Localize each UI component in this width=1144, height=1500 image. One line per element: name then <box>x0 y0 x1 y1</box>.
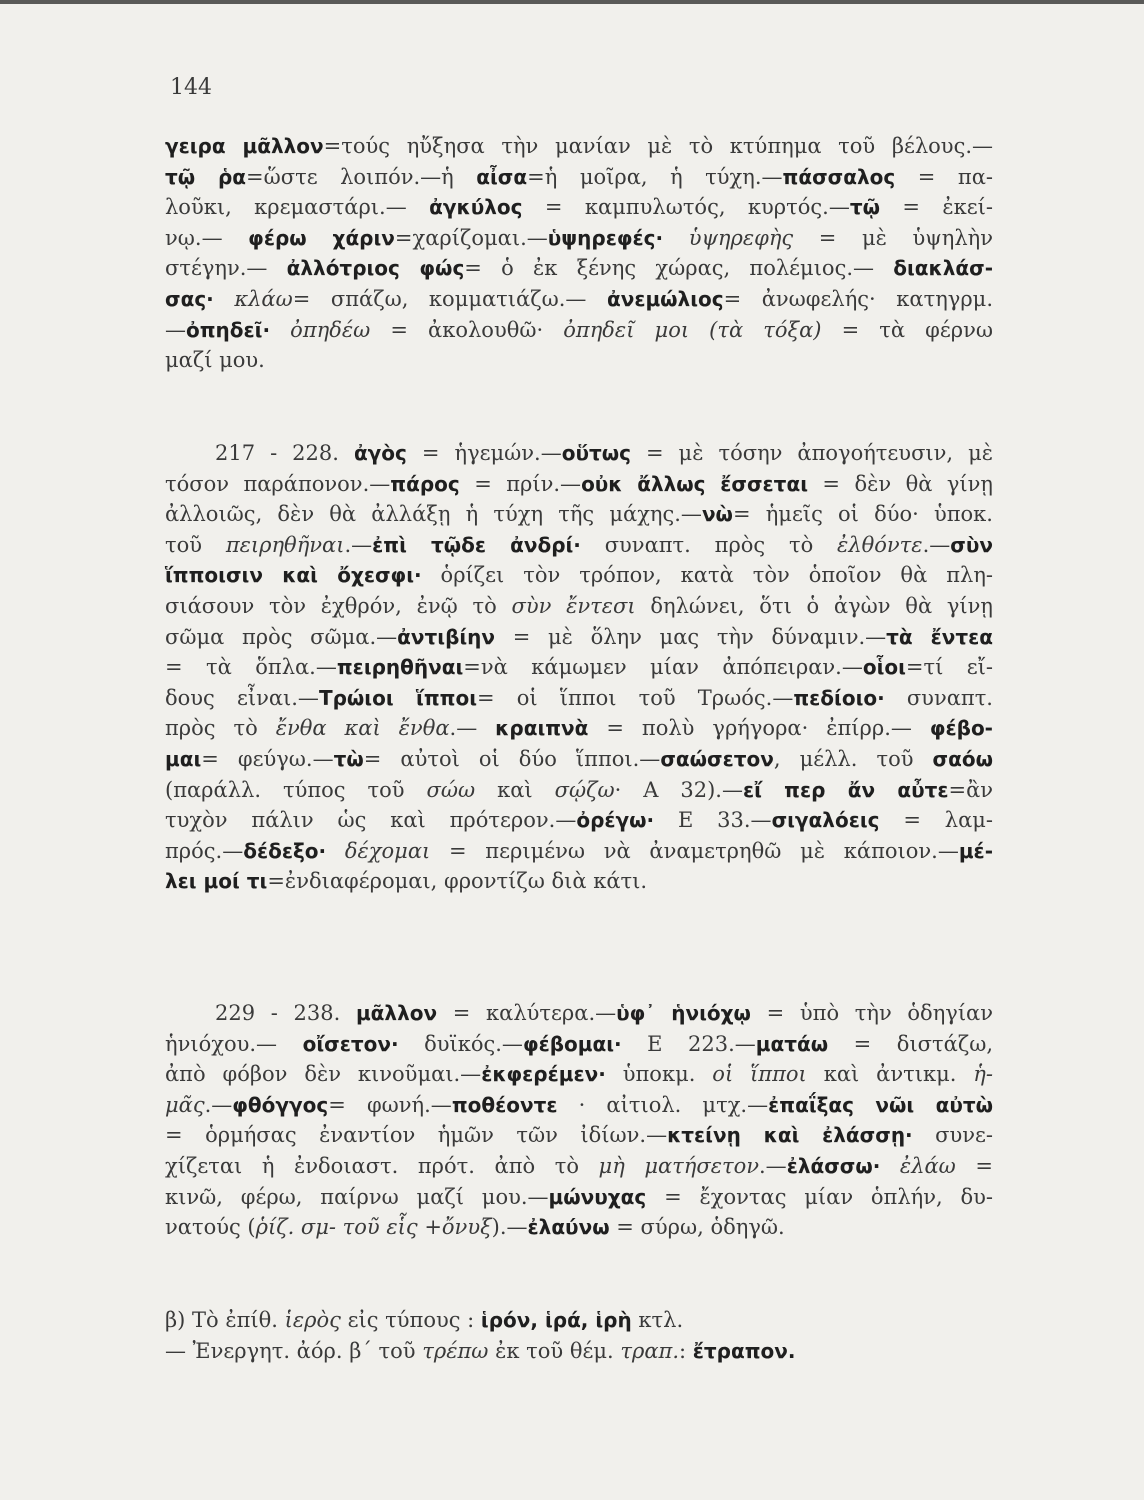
text-line <box>165 744 993 775</box>
gloss-text: = ὁ ἐκ ξένης χώρας, πολέμιος.— <box>464 256 894 281</box>
gloss-text: ὁρίζει τὸν τρόπον, κατὰ τὸν ὁποῖον θὰ πλη- <box>421 563 993 588</box>
lemma-term: ἀγὸς <box>353 441 407 465</box>
text-line <box>165 253 993 284</box>
italic-term: σὺν ἔντεσι <box>511 593 636 618</box>
gloss-text: = περιμένω νὰ ἀναμετρηθῶ μὲ κάποιον.— <box>430 838 959 863</box>
lemma-term: οὐκ ἄλλως ἔσσεται <box>581 471 808 496</box>
lemma-term: σας· <box>165 286 214 311</box>
gloss-text: λοῦκι, κρεμαστάρι.— <box>165 195 430 220</box>
lemma-term: διακλάσ- <box>893 256 993 281</box>
lemma-term: ὑψηρεφές· <box>547 225 664 250</box>
gloss-text: = σπάζω, κομματιάζω.— <box>292 286 607 311</box>
paragraph-commentary-1 <box>165 131 993 376</box>
gloss-text: = οἱ ἵπποι τοῦ Τρωός.— <box>477 685 794 710</box>
gloss-text: καὶ <box>475 777 555 802</box>
gloss-text: ὑποκμ. <box>605 1062 713 1087</box>
gloss-text: = πολὺ γρήγορα· ἐπίρρ.— <box>588 716 930 741</box>
gloss-text: .— <box>449 716 496 741</box>
text-line <box>165 998 993 1029</box>
lemma-term: τῷ ῥα <box>165 164 247 189</box>
italic-term: ἡ- <box>973 1062 993 1087</box>
gloss-text <box>270 318 290 342</box>
lemma-term: ἐλάσσω· <box>786 1153 881 1178</box>
lemma-term: ὑφ᾽ ἡνιόχῳ <box>616 1001 751 1025</box>
lemma-term: μαι <box>165 746 202 771</box>
gloss-text: .— <box>759 1153 787 1178</box>
lemma-term: πάσσαλος <box>782 164 896 189</box>
gloss-text: = λαμ- <box>879 808 994 833</box>
italic-term: πειρηθῆναι <box>225 532 345 557</box>
text-line <box>165 469 993 500</box>
lemma-term: τὰ ἔντεα <box>886 624 993 649</box>
lemma-term: οἷοι <box>862 655 906 680</box>
gloss-text: .— <box>922 532 951 557</box>
gloss-text: 229 - 238. <box>215 1001 356 1025</box>
lemma-term: δέδεξο· <box>243 838 327 863</box>
gloss-text: .— <box>204 1092 233 1117</box>
italic-term: ὀπηδεῖ μοι (τὰ τόξα) <box>563 317 822 342</box>
gloss-text: = μὲ ὅλην μας τὴν δύναμιν.— <box>495 624 887 649</box>
gloss-text: πρός.— <box>165 838 244 863</box>
text-line <box>165 530 993 561</box>
lemma-term: ὀρέγω· <box>576 808 655 833</box>
gloss-text: = καλύτερα.— <box>437 1001 617 1025</box>
text-line <box>165 836 993 867</box>
text-line <box>165 438 993 469</box>
lemma-term: λει μοί τι <box>165 869 268 894</box>
italic-term: ἱερὸς <box>284 1308 341 1332</box>
italic-term: ἐλάω <box>899 1153 956 1178</box>
gloss-text <box>326 839 345 863</box>
page-top-border <box>0 0 1144 4</box>
text-line <box>165 713 993 744</box>
lemma-term: γειρα μᾶλλον <box>165 134 324 158</box>
lemma-term: φθόγγος <box>232 1092 329 1117</box>
gloss-text: , μέλλ. τοῦ <box>773 746 933 771</box>
lemma-term: Τρώιοι ἵπποι <box>318 685 477 710</box>
italic-term: τραπ. <box>620 1338 679 1363</box>
gloss-text: = δὲν θὰ γίνῃ <box>807 471 993 496</box>
gloss-text: — Ἐνεργητ. ἀόρ. β´ τοῦ <box>165 1338 423 1363</box>
gloss-text: = σύρω, ὁδηγῶ. <box>609 1215 785 1240</box>
gloss-text: δους εἶναι.— <box>165 685 319 710</box>
lemma-term: εἴ περ ἄν αὖτε <box>743 777 949 802</box>
lemma-term: ὀπηδεῖ· <box>186 317 271 342</box>
paragraph-commentary-217-228 <box>165 438 993 897</box>
lemma-term: ἐκφερέμεν· <box>481 1062 606 1087</box>
lemma-term: αἶσα <box>476 164 528 189</box>
gloss-text: =ἐνδιαφέρομαι, φροντίζω διὰ κάτι. <box>267 869 648 894</box>
gloss-text: Ε 223.— <box>621 1031 756 1056</box>
italic-term: σώω <box>426 777 476 802</box>
lemma-term: πειρηθῆναι <box>336 655 464 680</box>
italic-term: ἔνθα καὶ ἔνθα <box>275 716 450 741</box>
text-line <box>165 775 993 806</box>
lemma-term: οὕτως <box>561 441 631 465</box>
gloss-text: = ἔχοντας μίαν ὁπλήν, δυ- <box>646 1184 994 1209</box>
text-line <box>165 560 993 591</box>
text-line <box>165 315 993 346</box>
gloss-text <box>880 1154 900 1178</box>
gloss-text: =χαρίζομαι.— <box>394 225 548 250</box>
gloss-text: =τί εἴ- <box>905 655 993 680</box>
lemma-term: μώνυχας <box>548 1184 647 1209</box>
paragraph-grammar-notes <box>165 1305 993 1366</box>
lemma-term: μᾶλλον <box>355 1001 438 1025</box>
text-line <box>165 1212 993 1243</box>
gloss-text: ἀπὸ φόβον δὲν κινοῦμαι.— <box>165 1062 482 1087</box>
gloss-text: = ἐκεί- <box>880 195 993 220</box>
gloss-text: στέγην.— <box>165 256 287 281</box>
lemma-term: ἀλλότριος φώς <box>286 256 465 281</box>
lemma-term: ἀγκύλος <box>429 195 523 220</box>
lemma-term: σαώσετον <box>660 746 774 771</box>
gloss-text: 217 - 228. <box>215 441 354 465</box>
text-line <box>165 866 993 897</box>
lemma-term: σιγαλόεις <box>771 808 880 833</box>
text-line <box>165 1151 993 1182</box>
gloss-text: ).— <box>491 1215 528 1240</box>
gloss-text: .— <box>344 532 373 557</box>
gloss-text: χίζεται ἡ ἐνδοιαστ. πρότ. ἀπὸ τὸ <box>165 1153 599 1178</box>
gloss-text: = αὐτοὶ οἱ δύο ἵπποι.— <box>363 746 661 771</box>
gloss-text: = μὲ τόσην ἀπογοήτευσιν, μὲ <box>630 441 993 465</box>
italic-term: σῴζω <box>554 777 615 802</box>
gloss-text: σῶμα πρὸς σῶμα.— <box>165 624 398 649</box>
text-line <box>165 131 993 162</box>
gloss-text: τυχὸν πάλιν ὡς καὶ πρότερον.— <box>165 808 577 833</box>
text-line <box>165 1029 993 1060</box>
gloss-text: τοῦ <box>165 532 226 557</box>
italic-term: ἐλθόντε <box>837 532 923 557</box>
gloss-text: = πρίν.— <box>459 471 582 496</box>
lemma-term: ἐλαύνω <box>527 1215 610 1240</box>
italic-term: ῥίζ. σμ- τοῦ εἷς +ὄνυξ <box>255 1215 492 1240</box>
gloss-text: =νὰ κάμωμεν μίαν ἀπόπειραν.— <box>463 655 863 680</box>
text-line <box>165 499 993 530</box>
gloss-text: = φεύγω.— <box>201 746 334 771</box>
gloss-text: = ὑπὸ τὴν ὁδηγίαν <box>750 1001 994 1025</box>
gloss-text: νατούς ( <box>165 1215 256 1240</box>
italic-term: κλάω <box>234 286 293 311</box>
gloss-text: =τούς ηὔξησα τὴν μανίαν μὲ τὸ κτύπημα τοῦ βέλους.— <box>323 134 994 158</box>
italic-term: μὴ ματήσετον <box>598 1153 759 1178</box>
text-line <box>165 162 993 193</box>
lemma-term: ἔτραπον. <box>692 1338 796 1363</box>
text-line <box>165 652 993 683</box>
gloss-text: · αἰτιολ. μτχ.— <box>557 1092 769 1117</box>
lemma-term: φέρω χάριν <box>248 225 395 250</box>
italic-term: μᾶς <box>165 1092 205 1117</box>
page-number: 144 <box>170 75 212 100</box>
gloss-text: = ἡμεῖς οἱ δύο· ὑποκ. <box>732 502 993 527</box>
gloss-text: πρὸς τὸ <box>165 716 276 741</box>
lemma-term: νὼ <box>701 502 733 527</box>
gloss-text: Ε 33.— <box>654 808 772 833</box>
lemma-term: φέβο- <box>929 716 993 741</box>
gloss-text: δυϊκός.— <box>398 1031 523 1056</box>
gloss-text: = τὰ ὅπλα.— <box>165 655 337 680</box>
text-line <box>165 1090 993 1121</box>
gloss-text: νῳ.— <box>165 225 249 250</box>
gloss-text: — <box>165 317 186 342</box>
gloss-text: : <box>679 1338 693 1363</box>
lemma-term: κτείνῃ καὶ ἐλάσσῃ· <box>667 1123 913 1148</box>
gloss-text: ἐκ τοῦ θέμ. <box>488 1338 621 1363</box>
gloss-text: = τὰ φέρνω <box>821 317 993 342</box>
lemma-term: ἀντιβίην <box>397 624 496 649</box>
text-line <box>165 805 993 836</box>
gloss-text: συνε- <box>912 1123 993 1148</box>
gloss-text: =ὥστε λοιπόν.—ἡ <box>246 164 477 189</box>
lemma-term: κραιπνὰ <box>495 716 589 741</box>
gloss-text: · Α 32).— <box>614 777 743 802</box>
gloss-text: = ἡγεμών.— <box>406 441 562 465</box>
gloss-text: δηλώνει, ὅτι ὁ ἀγὼν θὰ γίνῃ <box>635 593 993 618</box>
italic-term: ὀπηδέω <box>290 317 371 342</box>
gloss-text <box>214 287 235 311</box>
lemma-term: ἐπαΐξας νῶι αὐτὼ <box>768 1092 994 1117</box>
gloss-text: ἀλλοιῶς, δὲν θὰ ἀλλάξῃ ἡ τύχη τῆς μάχης.— <box>165 502 702 527</box>
lemma-term: ποθέοντε <box>451 1092 558 1117</box>
text-line <box>165 591 993 622</box>
gloss-text: σιάσουν τὸν ἐχθρόν, ἐνῷ τὸ <box>165 593 512 618</box>
gloss-text: = πα- <box>895 164 993 189</box>
italic-term: ὑψηρεφὴς <box>688 225 794 250</box>
lemma-term: φέβομαι· <box>522 1031 622 1056</box>
text-line <box>165 284 993 315</box>
gloss-text: = μὲ ὑψηλὴν <box>793 225 993 250</box>
lemma-term: μέ- <box>958 838 993 863</box>
gloss-text: = διστάζω, <box>828 1031 993 1056</box>
text-line <box>165 1120 993 1151</box>
gloss-text: β) Τὸ ἐπίθ. <box>165 1308 285 1332</box>
gloss-text: = ἀκολουθῶ· <box>370 317 564 342</box>
italic-term: δέχομαι <box>344 838 431 863</box>
text-line <box>165 192 993 223</box>
gloss-text: = ὁρμήσας ἐναντίον ἡμῶν τῶν ἰδίων.— <box>165 1123 668 1148</box>
lemma-term: πάρος <box>390 471 460 496</box>
gloss-text: εἰς τύπους : <box>340 1308 481 1332</box>
lemma-term: ἵπποισιν καὶ ὄχεσφι· <box>165 563 422 588</box>
text-line <box>165 223 993 254</box>
lemma-term: τῷ <box>849 195 880 220</box>
gloss-text: = ἀνωφελής· κατηγρμ. <box>723 286 993 311</box>
lemma-term: ἐπὶ τῷδε ἀνδρί· <box>372 532 581 557</box>
text-line <box>165 1059 993 1090</box>
lemma-term: σαόω <box>932 746 993 771</box>
lemma-term: ματάω <box>755 1031 829 1056</box>
gloss-text: =ἂν <box>948 777 994 802</box>
gloss-text: κινῶ, φέρω, παίρνω μαζί μου.— <box>165 1184 549 1209</box>
gloss-text: συναπτ. <box>884 685 993 710</box>
text-line <box>165 345 993 376</box>
lemma-term: πεδίοιο· <box>793 685 885 710</box>
text-line <box>165 1305 993 1336</box>
paragraph-commentary-229-238 <box>165 998 993 1243</box>
lemma-term: τὼ <box>333 746 364 771</box>
gloss-text: =ἡ μοῖρα, ἡ τύχη.— <box>527 164 783 189</box>
gloss-text: = <box>955 1153 993 1178</box>
lemma-term: ἱρόν, ἱρά, ἱρὴ <box>480 1308 632 1332</box>
lemma-term: οἴσετον· <box>302 1031 399 1056</box>
lemma-term: σὺν <box>950 532 993 557</box>
gloss-text: = φωνή.— <box>328 1092 452 1117</box>
italic-term: οἱ ἵπποι <box>712 1062 807 1087</box>
gloss-text: (παράλλ. τύπος τοῦ <box>165 777 427 802</box>
text-line <box>165 1182 993 1213</box>
text-line <box>165 1336 993 1367</box>
gloss-text: ἡνιόχου.— <box>165 1031 303 1056</box>
gloss-text: συναπτ. πρὸς τὸ <box>580 532 838 557</box>
gloss-text: = καμπυλωτός, κυρτός.— <box>522 195 850 220</box>
lemma-term: ἀνεμώλιος <box>606 286 724 311</box>
gloss-text: τόσον παράπονον.— <box>165 471 391 496</box>
text-line <box>165 622 993 653</box>
gloss-text <box>663 226 689 250</box>
gloss-text: μαζί μου. <box>165 348 265 373</box>
gloss-text: κτλ. <box>631 1308 684 1332</box>
italic-term: τρέπω <box>422 1338 489 1363</box>
text-line <box>165 683 993 714</box>
gloss-text: καὶ ἀντικμ. <box>806 1062 974 1087</box>
